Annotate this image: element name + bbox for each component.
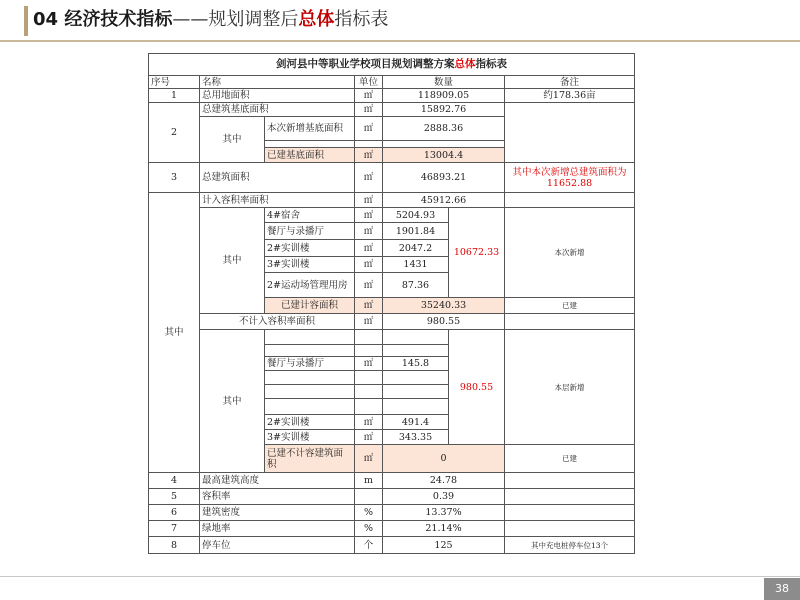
title-accent-bar: [24, 6, 28, 36]
table-header-row: [149, 76, 635, 89]
nfar-subtotal: 980.55: [449, 330, 505, 445]
table-row: 6 建筑密度 % 13.37%: [149, 505, 635, 521]
indicator-table: [148, 53, 635, 554]
table-row: 已建计容面积 ㎡ 35240.33 已建: [149, 298, 635, 314]
page-number: 38: [764, 578, 800, 600]
table-row: 2#实训楼 ㎡ 491.4: [149, 415, 635, 430]
header-unit: 单位: [355, 76, 383, 89]
table-title-row: [149, 54, 635, 76]
table-row: 3#实训楼 ㎡ 343.35: [149, 430, 635, 445]
table-row-spacer: 其中 980.55 本层新增: [149, 330, 635, 345]
footer-divider: [0, 576, 800, 577]
table-row: 3#实训楼 ㎡ 1431: [149, 257, 635, 273]
table-row: 4 最高建筑高度 m 24.78: [149, 473, 635, 489]
table-row: 已建不计容建筑面积 ㎡ 0 已建: [149, 445, 635, 459]
slide-title-dash: ——规划调整后: [172, 9, 299, 30]
table-row: 8 停车位 个 125 其中充电桩停车位13个: [149, 537, 635, 554]
table-row: 5 容积率 0.39: [149, 489, 635, 505]
table-row: 其中 计入容积率面积 ㎡ 45912.66: [149, 193, 635, 208]
table-row: 2#实训楼 ㎡ 2047.2: [149, 240, 635, 257]
far-subtotal: 10672.33: [449, 208, 505, 298]
table-row: 2#运动场管理用房 ㎡ 87.36: [149, 273, 635, 298]
table-row: 不计入容积率面积 ㎡ 980.55: [149, 314, 635, 330]
table-row: 餐厅与录播厅 ㎡ 145.8: [149, 357, 635, 371]
slide-title: [33, 8, 388, 32]
header-divider: [0, 40, 800, 42]
slide-title-number: 04 经济技术指标: [33, 9, 173, 30]
slide-title-highlight: 总体: [298, 9, 335, 30]
table-row: 餐厅与录播厅 ㎡ 1901.84: [149, 223, 635, 240]
group-label: 其中: [149, 193, 200, 473]
header-name: 名称: [200, 76, 355, 89]
table-row: 其中 4#宿舍 ㎡ 5204.93 10672.33 本次新增: [149, 208, 635, 223]
table-title: 剑河县中等职业学校项目规划调整方案总体指标表: [149, 54, 635, 76]
slide-title-suffix: 指标表: [334, 9, 389, 30]
header-note: 备注: [505, 76, 635, 89]
table-row: 1 总用地面积 ㎡ 118909.05 约178.36亩: [149, 89, 635, 103]
table-row: 7 绿地率 % 21.14%: [149, 521, 635, 537]
header-qty: 数量: [383, 76, 505, 89]
table-row: 其中 本次新增基底面积 ㎡ 2888.36: [149, 117, 635, 141]
table-row: 3 总建筑面积 ㎡ 46893.21 其中本次新增总建筑面积为11652.88: [149, 163, 635, 193]
table-row: 2 总建筑基底面积 ㎡ 15892.76: [149, 103, 635, 117]
header-no: 序号: [149, 76, 200, 89]
table-row: 已建基底面积 ㎡ 13004.4: [149, 148, 635, 163]
